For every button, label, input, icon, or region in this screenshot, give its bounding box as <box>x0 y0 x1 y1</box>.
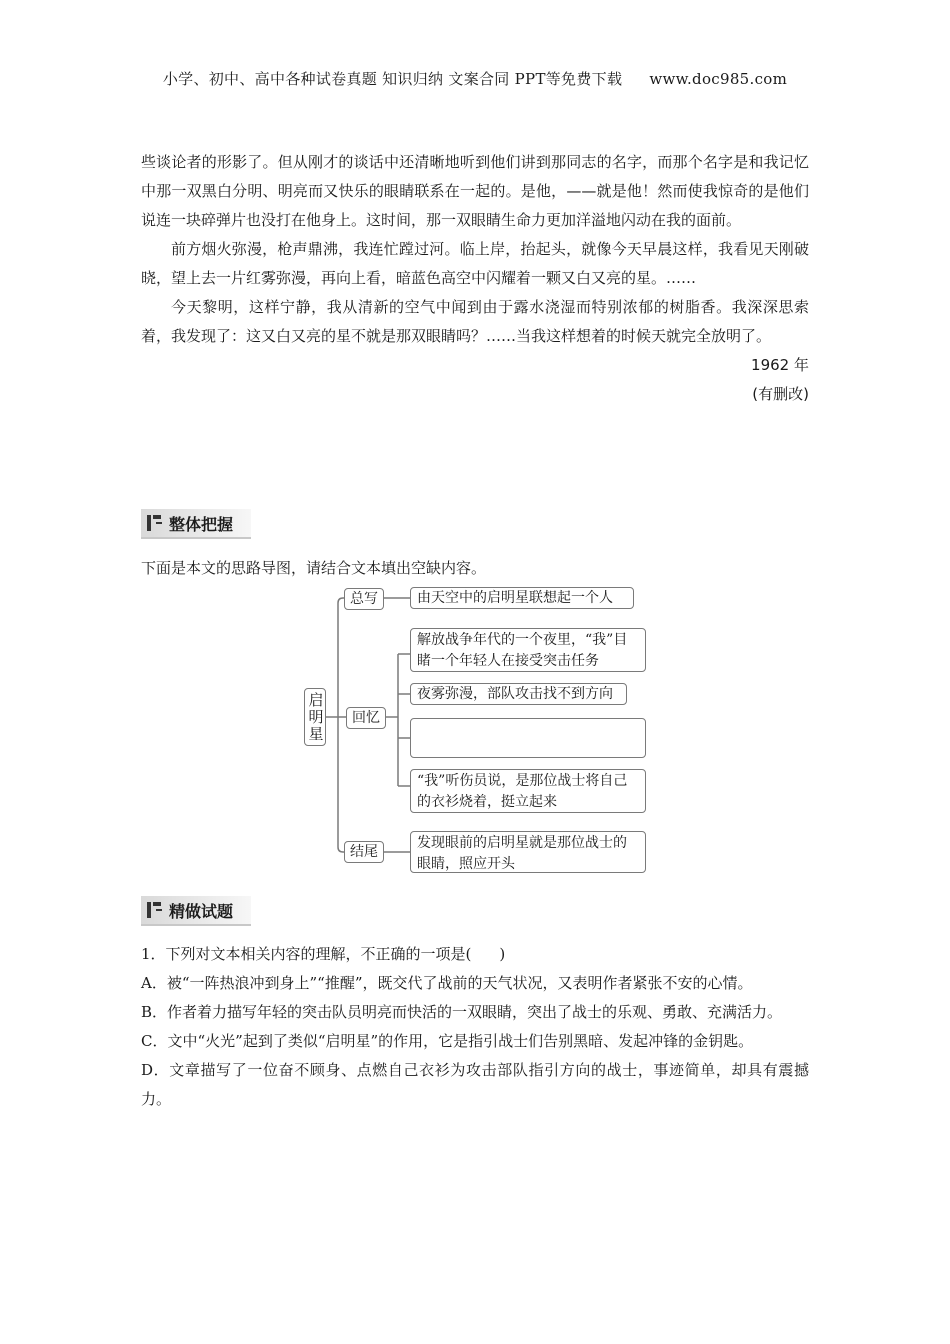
mindmap-leaf-zongxie: 由天空中的启明星联想起一个人 <box>410 587 634 609</box>
mindmap-leaf-huiyi-2: 夜雾弥漫，部队攻击找不到方向 <box>410 683 627 705</box>
mindmap-leaf-huiyi-blank[interactable] <box>410 718 646 758</box>
passage-year: 1962 年 <box>751 356 809 374</box>
mindmap-branch-zongxie: 总写 <box>344 588 384 610</box>
option-c[interactable]: C．文中“火光”起到了类似“启明星”的作用，它是指引战士们告别黑暗、发起冲锋的金钥匙。 <box>141 1032 754 1050</box>
connector-root-zongxie <box>338 598 344 717</box>
passage-paragraph-1: 些谈论者的形影了。但从刚才的谈话中还清晰地听到他们讲到那同志的名字，而那个名字是和我记忆中那一双黑白分明、明亮而又快乐的眼睛联系在一起的。是他，——就是他！然而使我惊奇的是他们说连一块碎弹片也没打在他身上。这时间，那一双眼睛生命力更加洋溢地闪动在我的面前。 <box>141 153 809 229</box>
option-a[interactable]: A．被“一阵热浪冲到身上”“推醒”，既交代了战前的天气状况，又表明作者紧张不安的心情。 <box>141 974 753 992</box>
mindmap-leaf-jiewei: 发现眼前的启明星就是那位战士的眼睛，照应开头 <box>410 831 646 873</box>
section-title: 精做试题 <box>169 901 234 921</box>
mindmap-branch-jiewei: 结尾 <box>344 841 384 863</box>
header-text: 小学、初中、高中各种试卷真题 知识归纳 文案合同 PPT等免费下载 <box>162 70 623 88</box>
mindmap-branch-huiyi: 回忆 <box>346 707 386 729</box>
section-banner-practice <box>141 896 251 926</box>
option-b[interactable]: B．作者着力描写年轻的突击队员明亮而快活的一双眼睛，突出了战士的乐观、勇敢、充满活力。 <box>141 1003 783 1021</box>
passage-note: (有删改) <box>752 385 809 403</box>
passage-paragraph-3: 今天黎明，这样宁静，我从清新的空气中闻到由于露水浇湿而特别浓郁的树脂香。我深深思索着，我发现了：这又白又亮的星不就是那双眼睛吗？……当我这样想着的时候天就完全放明了。 <box>141 298 809 345</box>
instruction-text: 下面是本文的思路导图，请结合文本填出空缺内容。 <box>141 559 487 577</box>
question-stem-text: 1．下列对文本相关内容的理解，不正确的一项是( <box>141 945 472 963</box>
header-url[interactable]: www.doc985.com <box>649 70 788 88</box>
question-stem <box>141 940 809 969</box>
section-marker-icon <box>147 902 161 918</box>
mindmap-leaf-huiyi-4: “我”听伤员说，是那位战士将自己的衣衫烧着，挺立起来 <box>410 769 646 813</box>
section-title: 整体把握 <box>169 514 234 534</box>
question-1 <box>141 940 809 1114</box>
option-d[interactable]: D．文章描写了一位奋不顾身、点燃自己衣衫为攻击部队指引方向的战士，事迹简单，却具有震撼力。 <box>141 1061 809 1108</box>
connector-root-jiewei <box>338 717 344 852</box>
question-stem-end: ) <box>499 945 506 963</box>
mindmap-leaf-huiyi-1: 解放战争年代的一个夜里，“我”目睹一个年轻人在接受突击任务 <box>410 628 646 672</box>
mindmap-root: 启明星 <box>304 688 326 746</box>
passage-paragraph-2: 前方烟火弥漫，枪声鼎沸，我连忙蹚过河。临上岸，抬起头，就像今天早晨这样，我看见天刚破晓，望上去一片红雾弥漫，再向上看，暗蓝色高空中闪耀着一颗又白又亮的星。…… <box>141 240 809 287</box>
